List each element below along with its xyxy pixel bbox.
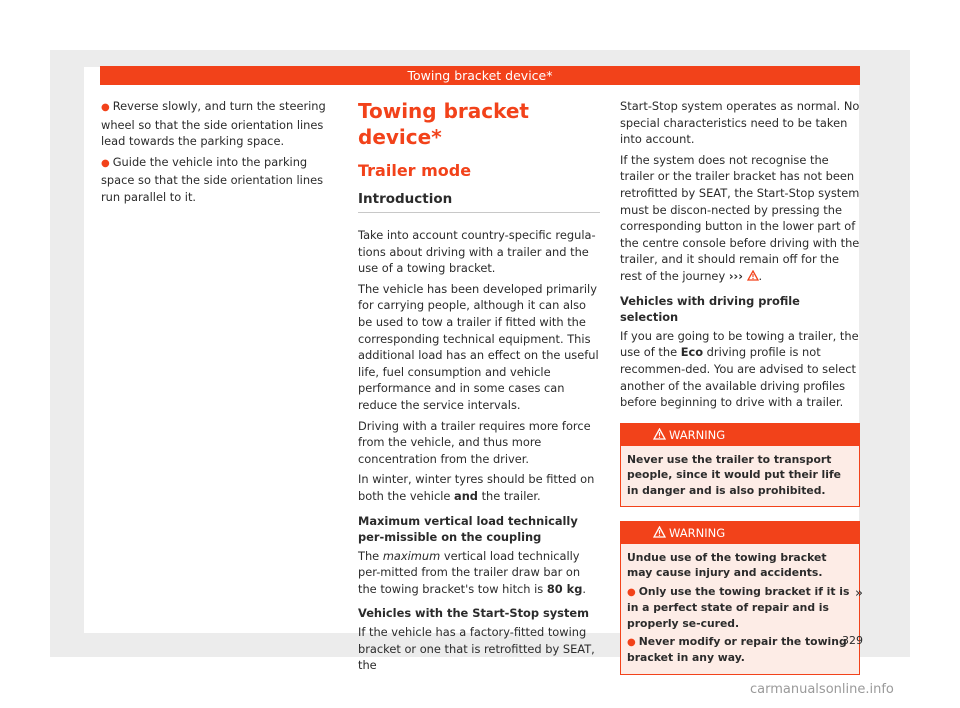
column-middle [358, 98, 600, 678]
list-item: ● Never modify or repair the towing bracket in any way. [627, 634, 847, 665]
paragraph: The vehicle has been developed primarily for carrying people, although it can also be used to tow a trailer if fitted with the corresponding technical equipment. This additional load has an effect on the useful life, fuel consumption and vehicle performance and in some cases can reduce the service intervals. [358, 281, 599, 412]
column-left [101, 98, 341, 210]
page-number: 329 [842, 634, 863, 647]
warning-box [620, 521, 860, 675]
paragraph: The maximum vertical load technically per-mitted from the trailer draw bar on the towing bracket's tow hitch is 80 kg. [358, 548, 587, 596]
paragraph: Take into account country-specific regula-tions about driving with a trailer and the use of a towing bracket. [358, 228, 596, 276]
warning-triangle-icon [653, 428, 666, 440]
warning-title: WARNING [669, 525, 726, 540]
paragraph: Start-Stop system operates as normal. No special characteristics need to be taken into account. [620, 99, 860, 147]
paragraph: If the vehicle has a factory-fitted towing bracket or one that is retrofitted by SEAT, the [358, 625, 595, 673]
bullet-icon: ● [101, 102, 110, 113]
warning-header [621, 522, 859, 544]
header-title: Towing bracket device* [407, 68, 553, 83]
watermark: carmanualsonline.info [750, 682, 894, 697]
section-title: Towing bracket device* [358, 99, 529, 149]
warning-text: Undue use of the towing bracket may cause injury and accidents. ● Only use the towing bracket if it is in a perfect state of repair and is properly se-cured. ● Never modify or repair the towing bracket in any way. [621, 544, 859, 674]
bullet-icon: ● [627, 586, 636, 598]
list-item: ● Guide the vehicle into the parking space so that the side orientation lines run parallel to it. [101, 154, 324, 204]
paragraph: If the system does not recognise the trailer or the trailer bracket has not been retrofitted by SEAT, the Start-Stop system must be discon-nected by pressing the corresponding button in the lower part of the centre console before driving with the trailer, and it should remain off for the rest of the journey ››› . [620, 152, 860, 283]
warning-triangle-icon [653, 526, 666, 538]
list-item: ● Reverse slowly, and turn the steering wheel so that the side orientation lines lead towards the parking space. [101, 99, 326, 149]
paragraph-heading: Maximum vertical load technically per-missible on the coupling [358, 513, 578, 545]
bullet-icon: ● [627, 636, 636, 648]
warning-text: Never use the trailer to transport people, since it would put their life in danger and is also prohibited. [627, 452, 841, 497]
paragraph-heading: Vehicles with the Start-Stop system [358, 606, 589, 621]
paragraph: Driving with a trailer requires more force from the vehicle, and thus more concentration from the driver. [358, 418, 591, 466]
continue-arrow: » [855, 586, 863, 601]
reference-arrow[interactable]: ››› [728, 268, 743, 283]
warning-title: WARNING [669, 427, 726, 442]
warning-header [621, 424, 859, 446]
topic-title: Introduction [358, 190, 600, 213]
bullet-icon: ● [101, 157, 110, 169]
page-header [100, 66, 860, 85]
warning-triangle-icon [747, 270, 759, 281]
paragraph: In winter, winter tyres should be fitted on both the vehicle and the trailer. [358, 472, 595, 503]
warning-box [620, 423, 860, 507]
column-right [620, 98, 860, 675]
paragraph-heading: Vehicles with driving profile selection [620, 293, 800, 325]
paragraph: If you are going to be towing a trailer, the use of the Eco driving profile is not recommen-ded. You are advised to select another of the available driving profiles before beginning to drive with a trailer. [620, 328, 859, 410]
subsection-title: Trailer mode [358, 161, 472, 180]
list-item: ● Only use the towing bracket if it is in a perfect state of repair and is properly se-cured. [627, 584, 850, 630]
